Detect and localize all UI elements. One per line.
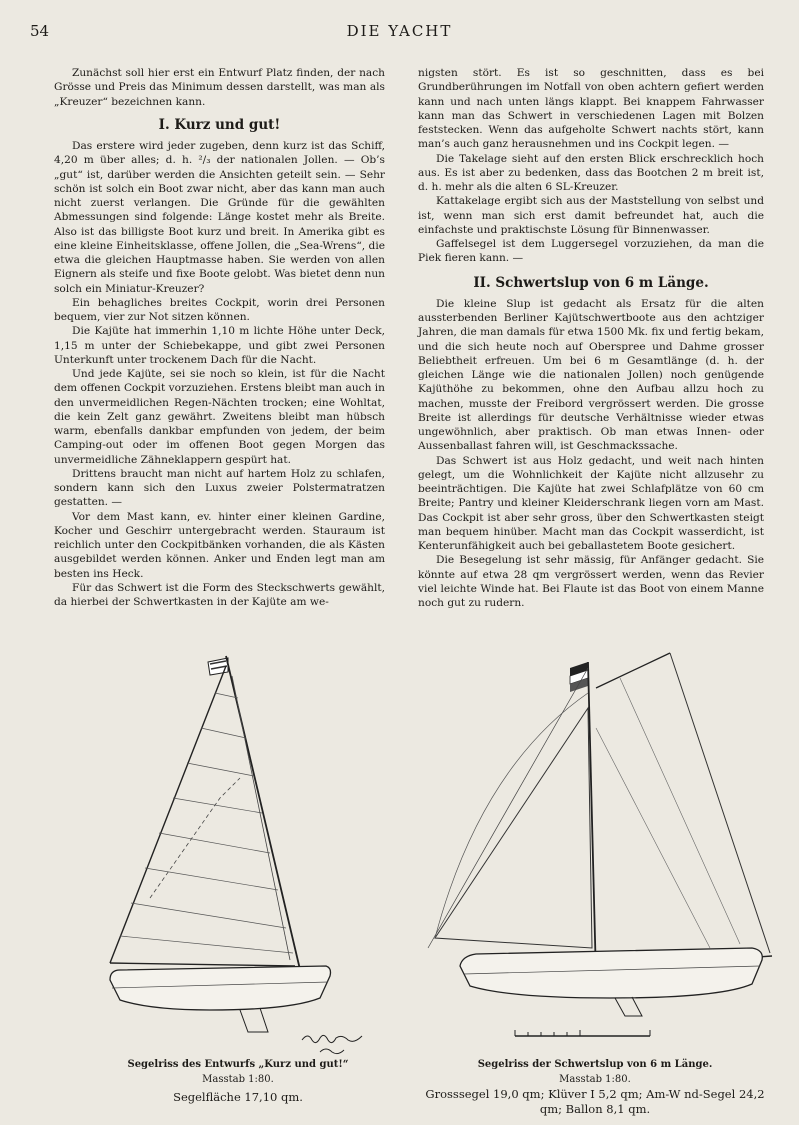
intro-paragraph: Zunächst soll hier erst ein Entwurf Platz finden, der nach Grösse und Preis das Minimum dessen darstellt, was man als „Kreuzer“ bezeichnen kann. [54, 67, 385, 108]
caption-scale: Masstab 1:80. [559, 1074, 631, 1085]
paragraph: Das erstere wird jeder zugeben, denn kurz ist das Schiff, 4,20 m über alles; d. h. ²/₃ der nationalen Jollen. — Ob’s „gut“ ist, darüber werden die Ansichten geteilt sein. — Sehr schön ist solch ein Boot zwar nicht, aber das kann man auch nicht zuerst verlangen. Die Gründe für die gewählten Abmessungen sind folgende: Länge kostet mehr als Breite. Also ist das billigste Boot kurz und breit. In Amerika gibt es eine kleine Einheitsklasse, offene Jollen, die „Sea-Wrens“, die etwa die gleichen Hauptmasse haben. Sie werden von allen Eignern als steife und fixe Boote gelobt. Was bietet denn nun solch ein Miniatur-Kreuzer? [54, 140, 385, 295]
paragraph: Vor dem Mast kann, ev. hinter einer kleinen Gardine, Kocher und Geschirr untergebracht werden. Stauraum ist reichlich unter den Cockpitbänken vorhanden, die als Kästen ausgebildet werden können. Anker und Enden legt man am besten ins Heck. [54, 510, 385, 580]
paragraph: Für das Schwert ist die Form des Steckschwerts gewählt, da hierbei der Schwertkasten in der Kajüte am we- [54, 581, 385, 608]
running-title: DIE YACHT [346, 22, 453, 40]
sail-plan-schwertslup [420, 648, 780, 1048]
paragraph: Gaffelsegel ist dem Luggersegel vorzuziehen, da man die Piek fieren kann. — [418, 238, 764, 265]
figure-caption-left [98, 1057, 378, 1105]
figure-caption-right [420, 1057, 770, 1117]
paragraph: Die Kajüte hat immerhin 1,10 m lichte Höhe unter Deck, 1,15 m unter der Schiebekappe, und gibt zwei Personen Unterkunft unter trockenem Dach für die Nacht. [54, 325, 385, 366]
caption-detail: Grosssegel 19,0 qm; Klüver I 5,2 qm; Am-W nd-Segel 24,2 qm; Ballon 8,1 qm. [425, 1087, 765, 1116]
caption-detail: Segelfläche 17,10 qm. [173, 1090, 303, 1104]
caption-title: Segelriss des Entwurfs „Kurz und gut!“ [127, 1059, 349, 1070]
left-column [54, 66, 385, 609]
sail-plan-kurz-und-gut [90, 648, 340, 1048]
page-number: 54 [30, 22, 50, 40]
paragraph: Ein behagliches breites Cockpit, worin drei Personen bequem, vier zur Not sitzen können. [54, 296, 385, 323]
designer-signature [300, 1030, 370, 1060]
caption-scale: Masstab 1:80. [202, 1074, 274, 1085]
paragraph: Die Takelage sieht auf den ersten Blick erschrecklich hoch aus. Es ist aber zu bedenken, dass das Bootchen 2 m breit ist, d. h. mehr als die alten 6 SL-Kreuzer. [418, 152, 764, 193]
paragraph: Die Besegelung ist sehr mässig, für Anfänger gedacht. Sie könnte auf etwa 28 qm vergrössert werden, wenn das Revier viel leichte Winde hat. Bei Flaute ist das Boot von einem Manne noch gut zu rudern. [418, 554, 764, 609]
caption-title: Segelriss der Schwertslup von 6 m Länge. [477, 1059, 713, 1070]
paragraph: Das Schwert ist aus Holz gedacht, und weit nach hinten gelegt, um die Wohnlichkeit der Kajüte nicht allzusehr zu beeinträchtigen. Die Kajüte hat zwei Schlafplätze von 60 cm Breite; Pantry und kleiner Kleiderschrank liegen vorn am Mast. Das Cockpit ist aber sehr gross, über den Schwertkasten steigt man bequem hinüber. Macht man das Cockpit wasserdicht, ist Kenterunfähigkeit auch bei geballastetem Boote gesichert. [418, 454, 764, 552]
continuation-paragraph: nigsten stört. Es ist so geschnitten, dass es bei Grundberührungen im Notfall von oben achtern gefiert werden kann und nach unten längs klappt. Bei knappem Fahrwasser kann man das Schwert in verschiedenen Lagen mit Bolzen feststecken. Wenn das aufgeholte Schwert nachts stört, kann man’s auch ganz herausnehmen und ins Cockpit legen. — [418, 67, 764, 151]
paragraph: Die kleine Slup ist gedacht als Ersatz für die alten aussterbenden Berliner Kajütschwertboote aus den achtziger Jahren, die man damals für etwa 1500 Mk. fix und fertig bekam, und die sich heute noch auf Oberspree und Dahme grosser Beliebtheit erfreuen. Um bei 6 m Gesamtlänge (d. h. der gleichen Länge wie die nationalen Jollen) noch genügende Kajüthöhe zu bekommen, ohne den Aufbau allzu hoch zu machen, musste der Freibord vergrössert werden. Die grosse Breite ist allerdings für deutsche Verhältnisse wieder etwas ungewöhnlich, aber praktisch. Ob man etwas Innen- oder Aussenballast fahren will, ist Geschmackssache. [418, 297, 764, 453]
page-header [30, 22, 769, 44]
right-column [418, 66, 764, 610]
section-heading-2: II. Schwertslup von 6 m Länge. [473, 274, 709, 291]
paragraph: Kattakelage ergibt sich aus der Maststellung von selbst und ist, wenn man sich erst damit befreundet hat, auch die einfachste und praktischste Lösung für Binnenwasser. [418, 195, 764, 236]
paragraph: Drittens braucht man nicht auf hartem Holz zu schlafen, sondern kann sich den Luxus zweier Polstermatratzen gestatten. — [54, 467, 385, 509]
paragraph: Und jede Kajüte, sei sie noch so klein, ist für die Nacht dem offenen Cockpit vorzuziehen. Erstens bleibt man auch in den unvermeidlichen Regen-Nächten trocken; eine Wohltat, die kein Zelt ganz gewährt. Zweitens bleibt man hübsch warm, ebenfalls dankbar empfunden von jedem, der beim Camping-out oder im offenen Boot gegen Morgen das unvermeidliche Zähneklappern gespürt hat. [54, 368, 385, 466]
section-heading-1: I. Kurz und gut! [158, 116, 281, 133]
